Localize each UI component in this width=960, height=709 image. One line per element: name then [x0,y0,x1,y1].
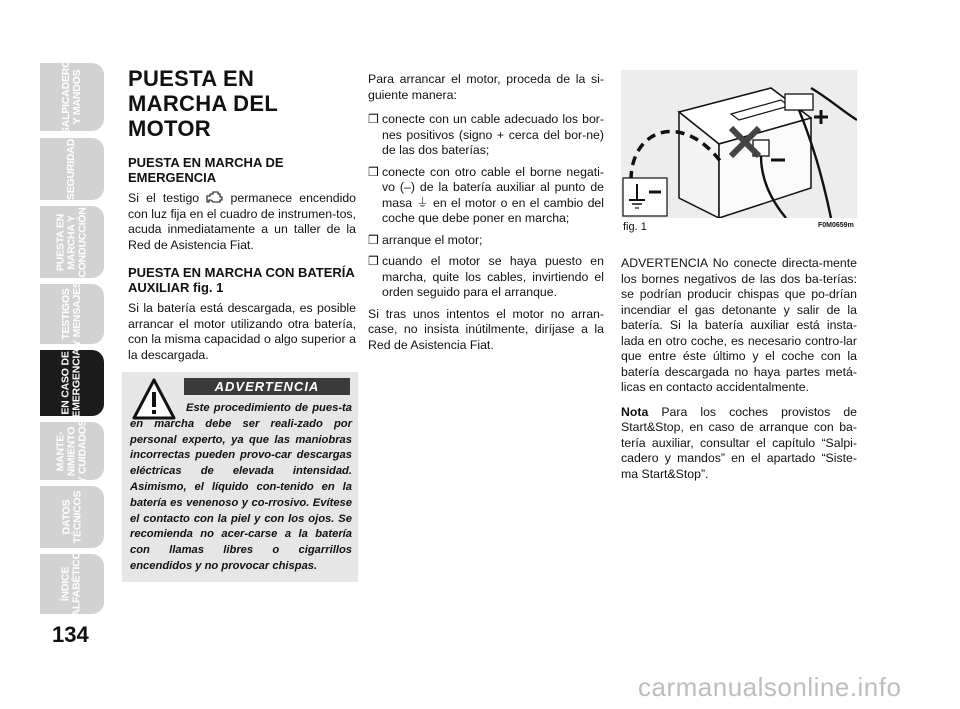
tab-label: SALPICADERO Y MANDOS [60,59,84,135]
column-2 [368,72,604,362]
tab-en-caso-de-emergencia[interactable] [40,350,104,416]
warning-heading: ADVERTENCIA [184,378,350,395]
page-number: 134 [52,622,89,647]
tab-salpicadero[interactable] [40,59,104,135]
figure-caption: fig. 1 [623,221,647,233]
tab-label: MANTE- NIMIENTO Y CUIDADOS [54,419,89,483]
tab-label: DATOS TÉCNICOS [60,490,83,544]
engine-warning-light-icon [206,191,223,204]
warning-box [122,372,358,582]
battery-illustration [621,70,857,218]
tab-puesta-en-marcha[interactable] [40,206,104,278]
paragraph-nota: Nota Para los coches provistos de Start&Stop, en caso de arranque con ba-tería auxiliar, consultar el capítulo “Salpi-cadero y mandos” en el apartado “Siste-ma Start&Stop”. [621,404,857,481]
figure-code: F0M0659m [818,222,854,229]
tab-label: TESTIGOS Y MENSAJES [60,281,83,347]
tab-label: PUESTA EN MARCHA Y CONDUCCIÓN [54,206,89,278]
paragraph-end: Si tras unos intentos el motor no arran-case, no insista inútilmente, diríjase a la Red de Asistencia Fiat. [368,306,604,352]
paragraph-advertencia: ADVERTENCIA No conecte directa-mente los bornes negativos de las dos ba-terías: se podrían producir chispas que po-drían incendiar el gas detonante y salir de la batería. Si la batería auxiliar está insta-lada en otro coche, es necesario contro-lar que entre éste último y el coche con la batería descargada no haya partes metá-licas en contacto accidentalmente. [621,256,857,394]
watermark: carmanualsonline.info [638,672,902,702]
list-item: ❒ cuando el motor se haya puesto en marcha, quite los cables, invirtiendo el orden seguido para el arranque. [368,254,604,299]
paragraph-auxiliary-battery: Si la batería está descargada, es posible arrancar el motor utilizando otra batería, con la misma capacidad o algo superior a la descargada. [128,301,356,362]
tab-testigos[interactable] [40,281,104,347]
tab-mantenimiento[interactable] [40,419,104,483]
list-item: ❒ conecte con un cable adecuado los bor-nes positivos (signo + cerca del bor-ne) de las dos baterías; [368,112,604,157]
tab-indice-alfabetico[interactable] [40,551,104,617]
page-title: PUESTA EN MARCHA DEL MOTOR [128,66,278,141]
section-heading-auxiliary-battery: PUESTA EN MARCHA CON BATERÍA AUXILIAR fig. 1 [128,265,355,295]
nota-label: Nota [621,404,649,419]
list-item: ❒ arranque el motor; [368,232,483,247]
column-1 [128,66,356,372]
tab-datos-tecnicos[interactable] [40,486,104,548]
warning-text: Este procedimiento de pues-ta en marcha debe ser reali-zado por personal experto, ya que las maniobras incorrectas pueden provo-car descargas eléctricas de elevada intensidad. Asimismo, el líquido con-tenido en la batería es venenoso y co-rrosivo. Evítese el contacto con la piel y con los ojos. Se recomienda no acer-carse a la batería con llamas libres o cigarrillos encendidos y no provocar chispas. [130,402,352,572]
tab-label: SEGURIDAD [65,138,78,200]
tab-seguridad[interactable] [40,138,104,200]
battery-figure [621,70,857,218]
paragraph-intro: Para arrancar el motor, proceda de la si-guiente manera: [368,72,604,102]
tab-label: ÍNDICE ALFABÉTICO [60,551,83,617]
paragraph-testigo: Si el testigo permanece encendido con luz fija en el cuadro de instrumen-tos, acuda inmediatamente a un taller de la Red de Asistencia Fiat. [128,191,356,252]
column-3 [621,256,857,491]
list-item: ❒ conecte con otro cable el borne negati-vo (–) de la batería auxiliar al punto de masa ⏚ en el motor o en el cambio del coche que debe poner en marcha; [368,164,604,225]
tab-label: EN CASO DE EMERGENCIA [60,348,83,418]
section-heading-emergency: PUESTA EN MARCHA DE EMERGENCIA [128,155,284,185]
